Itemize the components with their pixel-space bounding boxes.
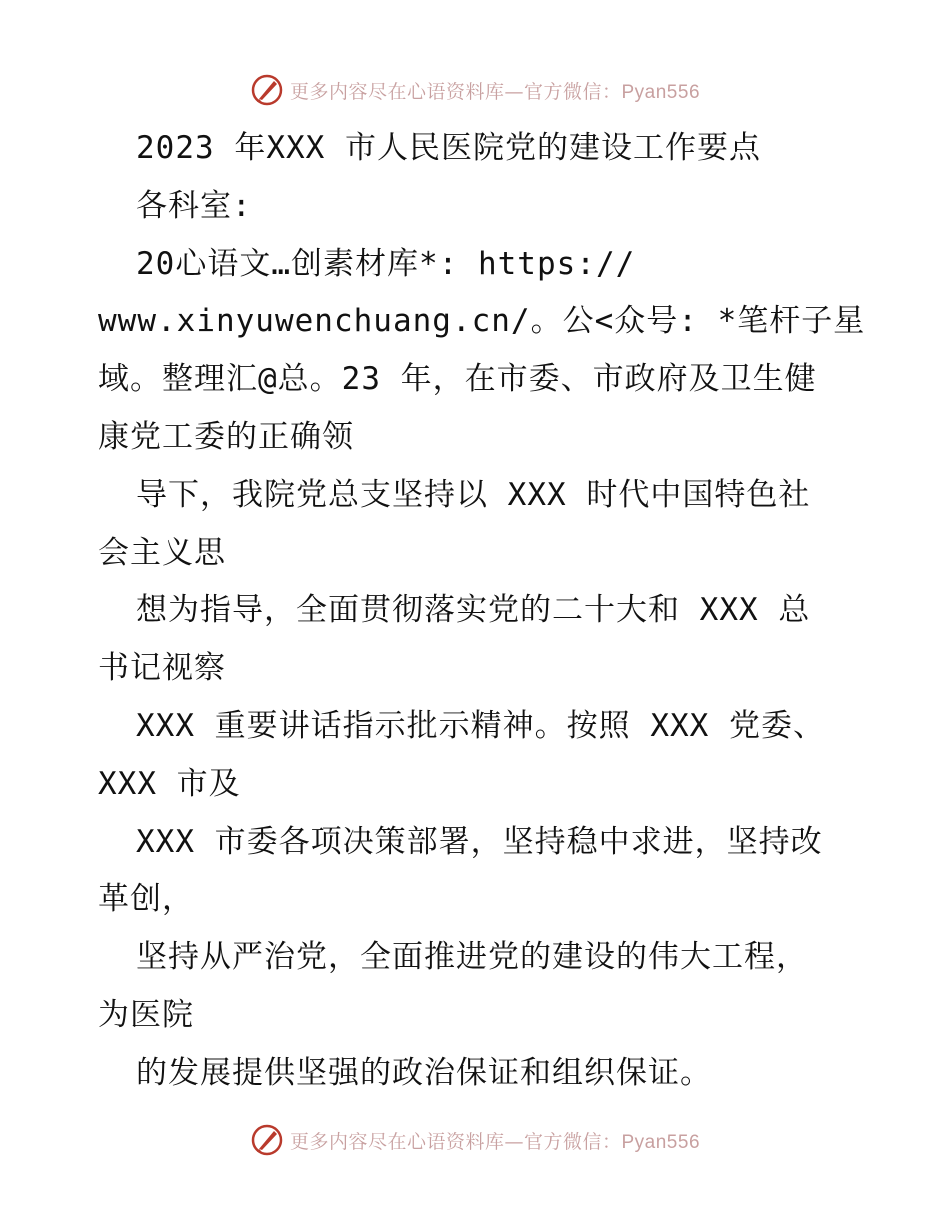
text-line: 导下，我院党总支坚持以 XXX 时代中国特色社 — [136, 476, 811, 513]
watermark-handle: Pyan556 — [621, 81, 701, 103]
text-line: www.xinyuwenchuang.cn/。公<众号: *笔杆子星 — [98, 303, 866, 340]
text-line: XXX 市委各项决策部署，坚持稳中求进，坚持改 — [136, 823, 823, 860]
text-line: 20心语文…创素材库*: https:// — [136, 245, 636, 282]
watermark-text: 更多内容尽在心语资料库—官方微信： — [289, 80, 622, 103]
quill-logo-icon — [250, 1123, 284, 1157]
header-watermark — [0, 70, 950, 110]
text-line: 想为指导，全面贯彻落实党的二十大和 XXX 总 — [136, 592, 811, 629]
watermark-handle: Pyan556 — [621, 1131, 701, 1153]
text-line: 域。整理汇@总。23 年，在市委、市政府及卫生健 — [98, 361, 817, 398]
text-line: 会主义思 — [98, 534, 226, 571]
text-line: 坚持从严治党，全面推进党的建设的伟大工程， — [136, 939, 808, 976]
quill-logo-icon — [250, 73, 284, 107]
text-line: 书记视察 — [98, 650, 226, 687]
text-line: XXX 市及 — [98, 765, 241, 802]
salutation: 各科室: — [136, 187, 252, 224]
document-body — [98, 120, 866, 1103]
text-line: 康党工委的正确领 — [98, 418, 354, 455]
watermark-text: 更多内容尽在心语资料库—官方微信： — [289, 1130, 622, 1153]
text-line: XXX 重要讲话指示批示精神。按照 XXX 党委、 — [136, 707, 825, 744]
footer-watermark — [0, 1120, 950, 1160]
text-line: 的发展提供坚强的政治保证和组织保证。 — [136, 1054, 712, 1091]
text-line: 革创， — [98, 881, 194, 918]
text-line: 为医院 — [98, 996, 194, 1033]
document-title: 2023 年XXX 市人民医院党的建设工作要点 — [136, 130, 761, 166]
